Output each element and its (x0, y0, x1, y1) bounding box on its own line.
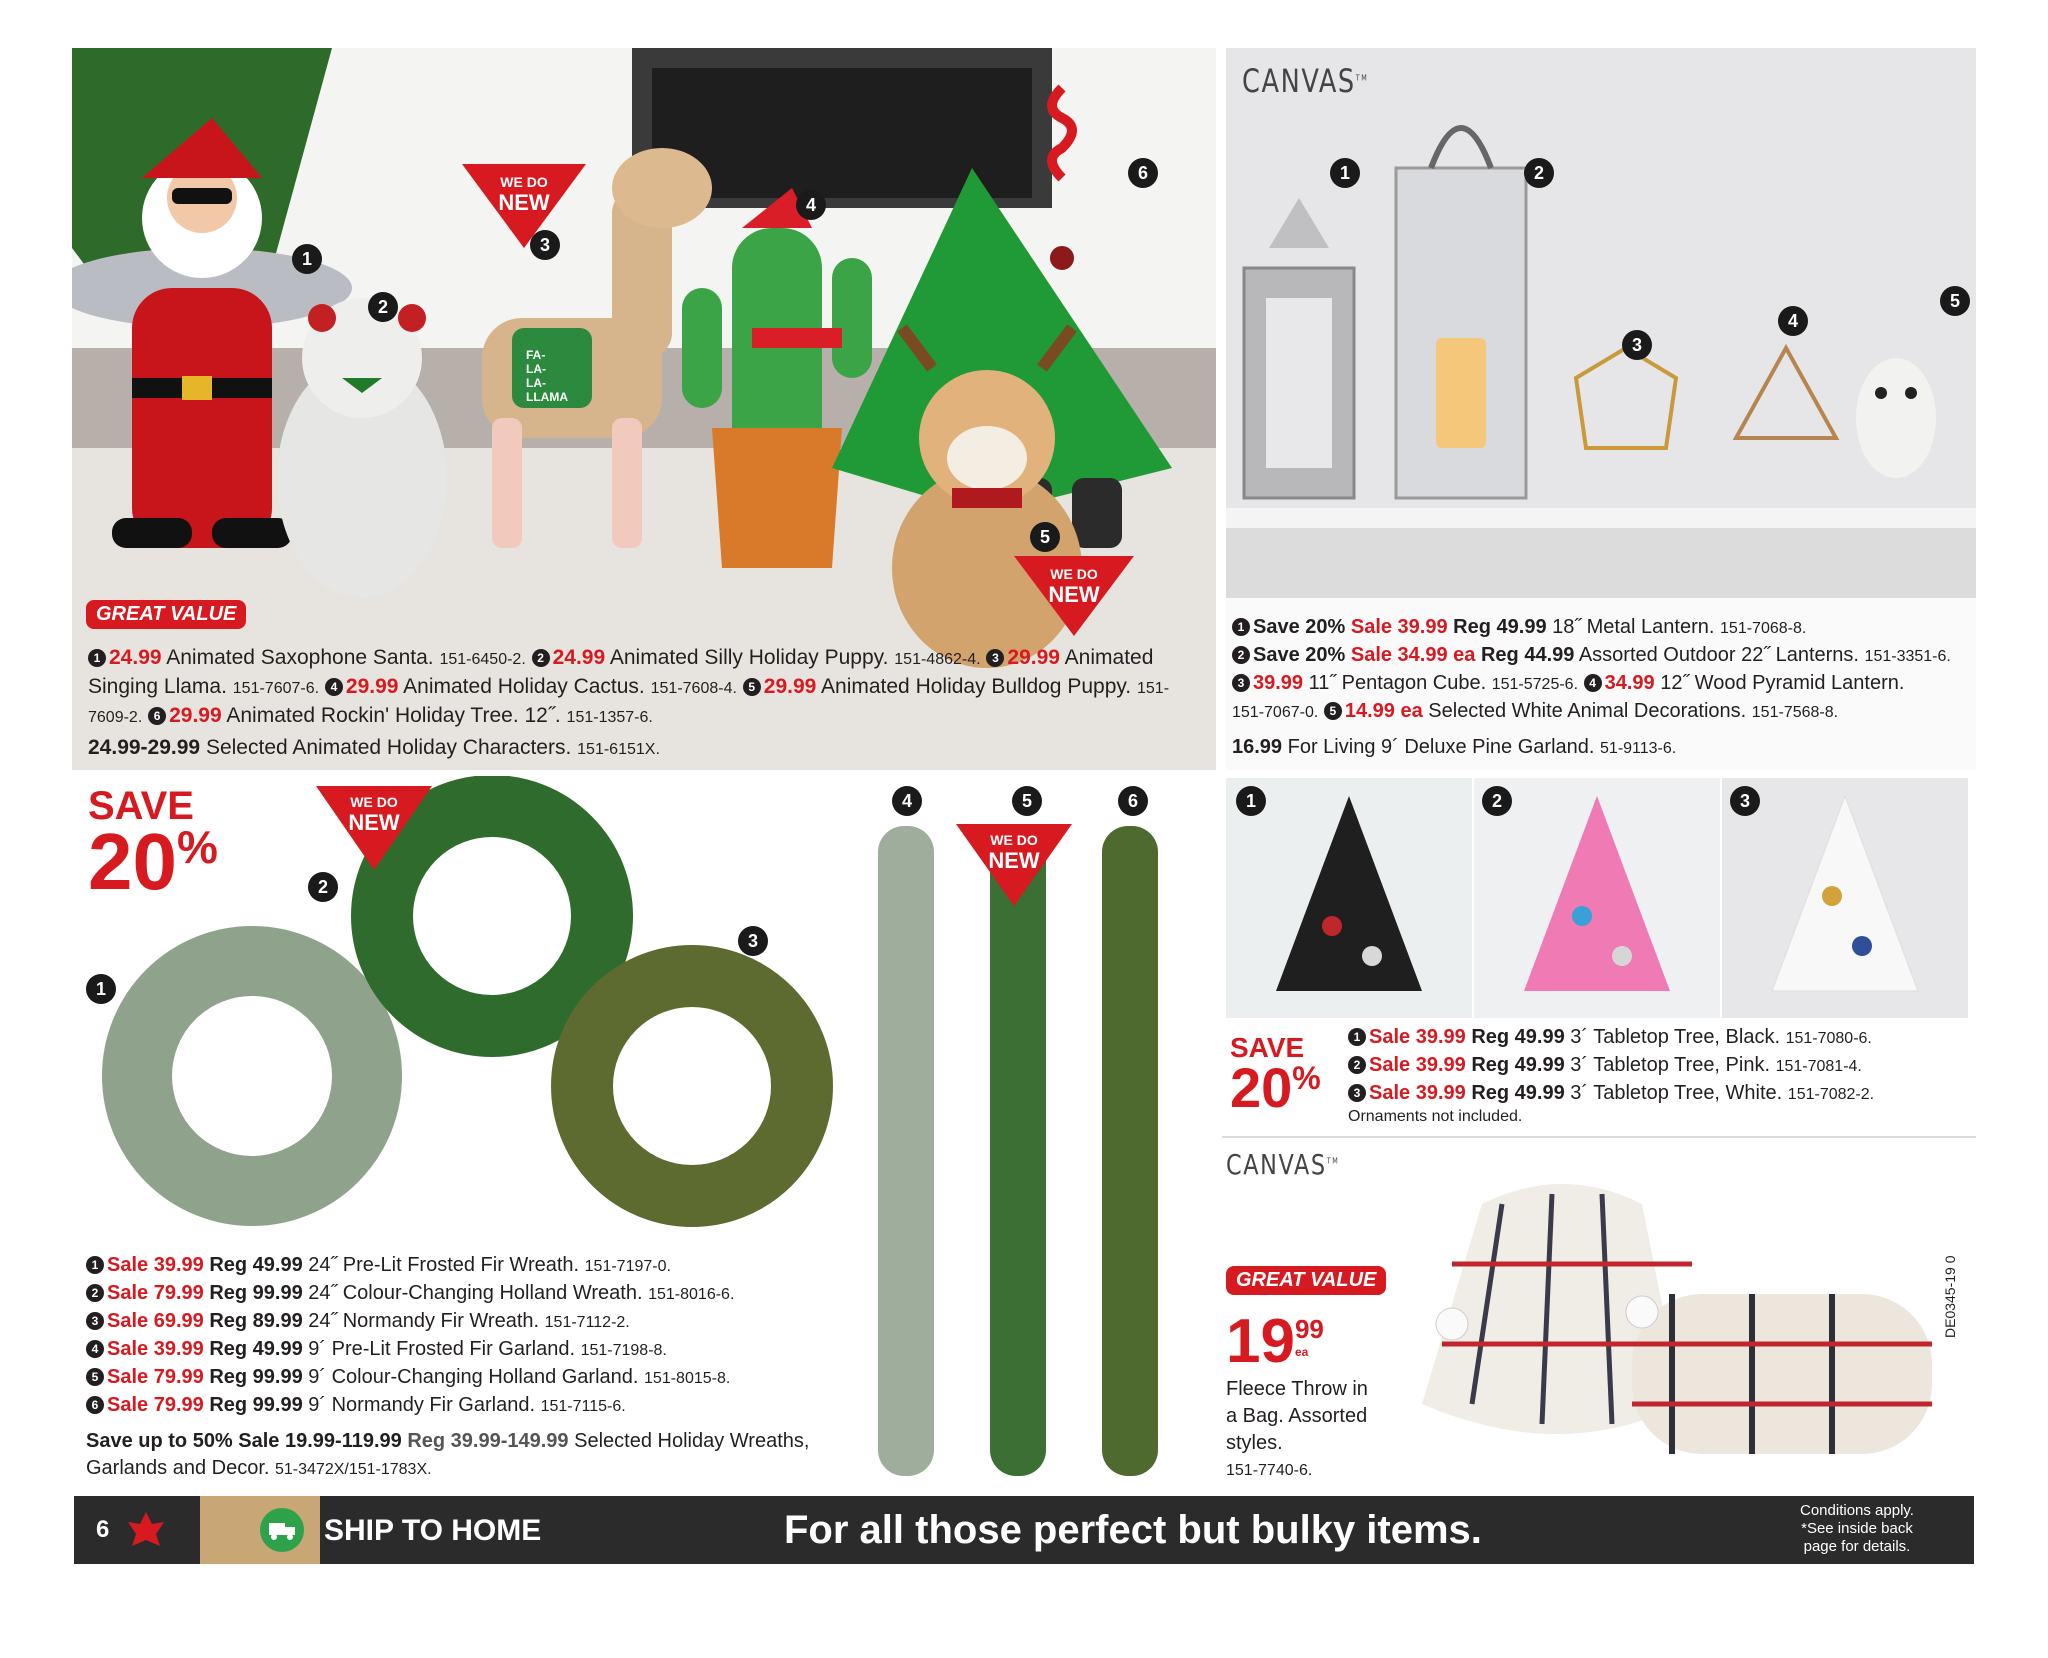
callout-1: 1 (86, 974, 116, 1004)
we-do-new-badge-2: WE DO NEW (316, 786, 432, 870)
white-owl (1856, 358, 1936, 478)
save-20-badge: SAVE 20% (88, 784, 218, 906)
tabletop-trees-copy: 1 Sale 39.99 Reg 49.99 3´ Tabletop Tree, Black. 151-7080-6. 2 Sale 39.99 Reg 49.99 3´ Tabletop Tree, Pink. 151-7081-4. 3 Sale 39.99 Reg 49.99 3´ Tabletop Tree, White. 151-7082-2. Ornaments not included. (1348, 1026, 1875, 1125)
normandy-garland (1102, 826, 1158, 1476)
callout-3: 3 (1730, 786, 1760, 816)
maple-leaf-logo-icon (126, 1510, 166, 1550)
footer-tagline: For all those perfect but bulky items. (784, 1508, 1482, 1552)
we-do-new-badge-5: WE DO NEW (1014, 556, 1134, 636)
tabletop-trees-panel (1222, 776, 1976, 1132)
callout-2: 2 (1524, 158, 1554, 188)
animated-characters-panel (72, 48, 1216, 770)
outdoor-lantern (1396, 128, 1526, 498)
truck-icon (260, 1508, 304, 1552)
llama-sign: FA- LA- LA- LLAMA (526, 348, 568, 404)
fleece-throw-panel (1222, 1136, 1976, 1490)
lanterns-copy: 1 Save 20% Sale 39.99 Reg 49.99 18˝ Metal Lantern. 151-7068-8. 2 Save 20% Sale 34.99 ea Reg 44.99 Assorted Outdoor 22˝ Lanterns. 151-3351-6. 3 39.99 11˝ Pentagon Cube. 151-5725-6. 4 34.99 12˝ Wood Pyramid Lantern. 151-7067-0. 5 14.99 ea Selected White Animal Decorations. 151-7568-8. 16.99 For Living 9´ Deluxe Pine Garland. 51-9113-6. (1232, 616, 1951, 758)
callout-4: 4 (892, 786, 922, 816)
lanterns-panel (1226, 48, 1976, 770)
wreaths-copy: 1 Sale 39.99 Reg 49.99 24˝ Pre-Lit Frosted Fir Wreath. 151-7197-0. 2 Sale 79.99 Reg 99.99 24˝ Colour-Changing Holland Wreath. 151-8016-6. 3 Sale 69.99 Reg 89.99 24˝ Normandy Fir Wreath. 151-7112-2. 4 Sale 39.99 Reg 49.99 9´ Pre-Lit Frosted Fir Garland. 151-7198-8. 5 Sale 79.99 Reg 99.99 9´ Colour-Changing Holland Garland. 151-8015-8. 6 Sale 79.99 Reg 99.99 9´ Normandy Fir Garland. 151-7115-6. Save up to 50% Sale 19.99-119.99 Reg 39.99-149.99 Selected Holiday Wreaths, Garlands and Decor. 51-3472X/151-1783X. (86, 1254, 810, 1479)
canvas-logo: CANVAS™ (1226, 1148, 1340, 1181)
holland-garland (990, 826, 1046, 1476)
callout-1: 1 (292, 244, 322, 274)
callout-4: 4 (796, 190, 826, 220)
lanterns-illustration (1226, 48, 1976, 608)
toys-group-line: 24.99-29.99 Selected Animated Holiday Characters. 151-6151X. (88, 736, 660, 759)
great-value-badge: GREAT VALUE (1226, 1266, 1386, 1295)
frosted-fir-wreath (137, 961, 367, 1191)
conditions-note: Conditions apply. *See inside back page for details. (1800, 1502, 1914, 1555)
callout-2: 2 (308, 872, 338, 902)
callout-1: 1 (1330, 158, 1360, 188)
callout-3: 3 (738, 926, 768, 956)
we-do-new-badge-3: WE DO NEW (462, 164, 586, 248)
throw-price: 19 99 ea (1226, 1307, 1324, 1376)
canvas-logo: CANVAS™ (1242, 62, 1369, 100)
throw-copy: Fleece Throw in a Bag. Assorted styles. 151-7740-6. (1226, 1378, 1368, 1479)
callout-1: 1 (1236, 786, 1266, 816)
callout-4: 4 (1778, 306, 1808, 336)
we-do-new-badge-5: WE DO NEW (956, 824, 1072, 906)
great-value-badge: GREAT VALUE (86, 600, 246, 629)
ship-to-home: SHIP TO HOME (324, 1514, 542, 1547)
catalogue-code: DE0345-19 0 (1942, 1255, 1958, 1338)
fleece-throw-illustration (1392, 1144, 1932, 1484)
footer-bar (74, 1496, 1974, 1564)
page-number: 6 (96, 1516, 110, 1543)
toys-copy: 1 24.99 Animated Saxophone Santa. 151-6450-2. 2 24.99 Animated Silly Holiday Puppy. 151-4862-4. 3 29.99 Animated Singing Llama. 151-7607-6. 4 29.99 Animated Holiday Cactus. 151-7608-4. 5 29.99 Animated Holiday Bulldog Puppy. 151-7609-2. 6 29.99 Animated Rockin' Holiday Tree. 12˝. 151-1357-6. (88, 646, 1170, 727)
callout-5: 5 (1940, 286, 1970, 316)
callout-3: 3 (1622, 330, 1652, 360)
callout-2: 2 (1482, 786, 1512, 816)
save-20-badge: SAVE 20% (1230, 1032, 1321, 1119)
callout-6: 6 (1118, 786, 1148, 816)
normandy-wreath (582, 976, 802, 1196)
tabletop-trees-illustration (1222, 776, 1976, 1020)
callout-6: 6 (1128, 158, 1158, 188)
callout-5: 5 (1012, 786, 1042, 816)
callout-3: 3 (530, 230, 560, 260)
frosted-fir-garland (878, 826, 934, 1476)
callout-2: 2 (368, 292, 398, 322)
callout-5: 5 (1030, 522, 1060, 552)
wreaths-panel (72, 776, 1216, 1488)
